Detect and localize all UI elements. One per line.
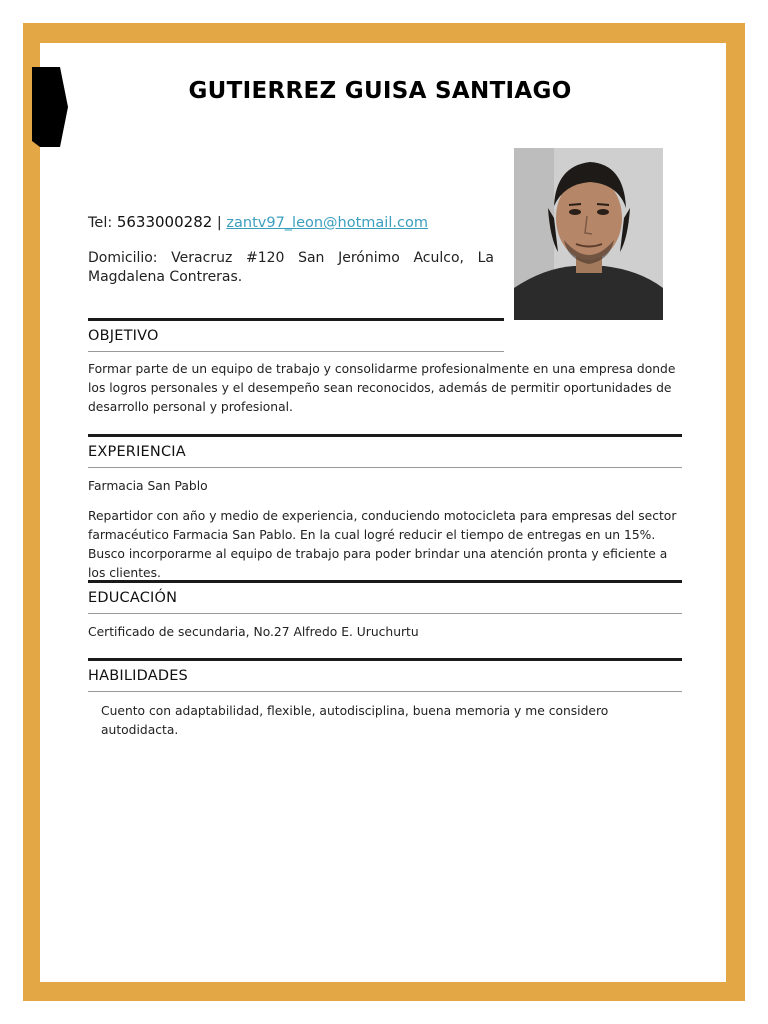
candidate-name: GUTIERREZ GUISA SANTIAGO bbox=[188, 78, 572, 104]
objective-rule-bottom bbox=[88, 351, 504, 352]
skills-rule-top bbox=[88, 658, 682, 661]
decorative-tab-icon bbox=[32, 67, 68, 147]
skills-text: Cuento con adaptabilidad, flexible, autodisciplina, buena memoria y me considero autodidacta. bbox=[101, 704, 609, 737]
phone-label: Tel: bbox=[88, 215, 113, 231]
objective-text: Formar parte de un equipo de trabajo y consolidarme profesionalmente en una empresa donde los logros personales y el desempeño sean reconocidos, además de permitir oportunidades de desarrollo personal y profesional. bbox=[88, 362, 676, 414]
phone-number: 5633000282 bbox=[116, 213, 213, 231]
skills-rule-bottom bbox=[88, 691, 682, 692]
experience-company: Farmacia San Pablo bbox=[88, 479, 208, 493]
experience-text: Repartidor con año y medio de experiencia, conduciendo motocicleta para empresas del sector farmacéutico Farmacia San Pablo. En la cual logré reducir el tiempo de entregas en un 15%. Busco incorporarme al equipo de trabajo para poder brindar una atención pronta y eficiente a los clientes. bbox=[88, 509, 677, 580]
education-rule-bottom bbox=[88, 613, 682, 614]
contact-line bbox=[88, 213, 428, 231]
objective-rule-top bbox=[88, 318, 504, 321]
experience-title: EXPERIENCIA bbox=[88, 444, 186, 460]
contact-separator: | bbox=[216, 215, 222, 231]
education-text: Certificado de secundaria, No.27 Alfredo E. Uruchurtu bbox=[88, 625, 419, 639]
skills-title: HABILIDADES bbox=[88, 668, 188, 684]
address: Domicilio: Veracruz #120 San Jerónimo Aculco, La Magdalena Contreras. bbox=[88, 250, 494, 285]
objective-title: OBJETIVO bbox=[88, 328, 159, 344]
experience-rule-bottom bbox=[88, 467, 682, 468]
education-rule-top bbox=[88, 580, 682, 583]
email-link[interactable]: zantv97_leon@hotmail.com bbox=[226, 215, 428, 231]
experience-rule-top bbox=[88, 434, 682, 437]
profile-photo bbox=[514, 148, 663, 320]
education-title: EDUCACIÓN bbox=[88, 590, 178, 606]
